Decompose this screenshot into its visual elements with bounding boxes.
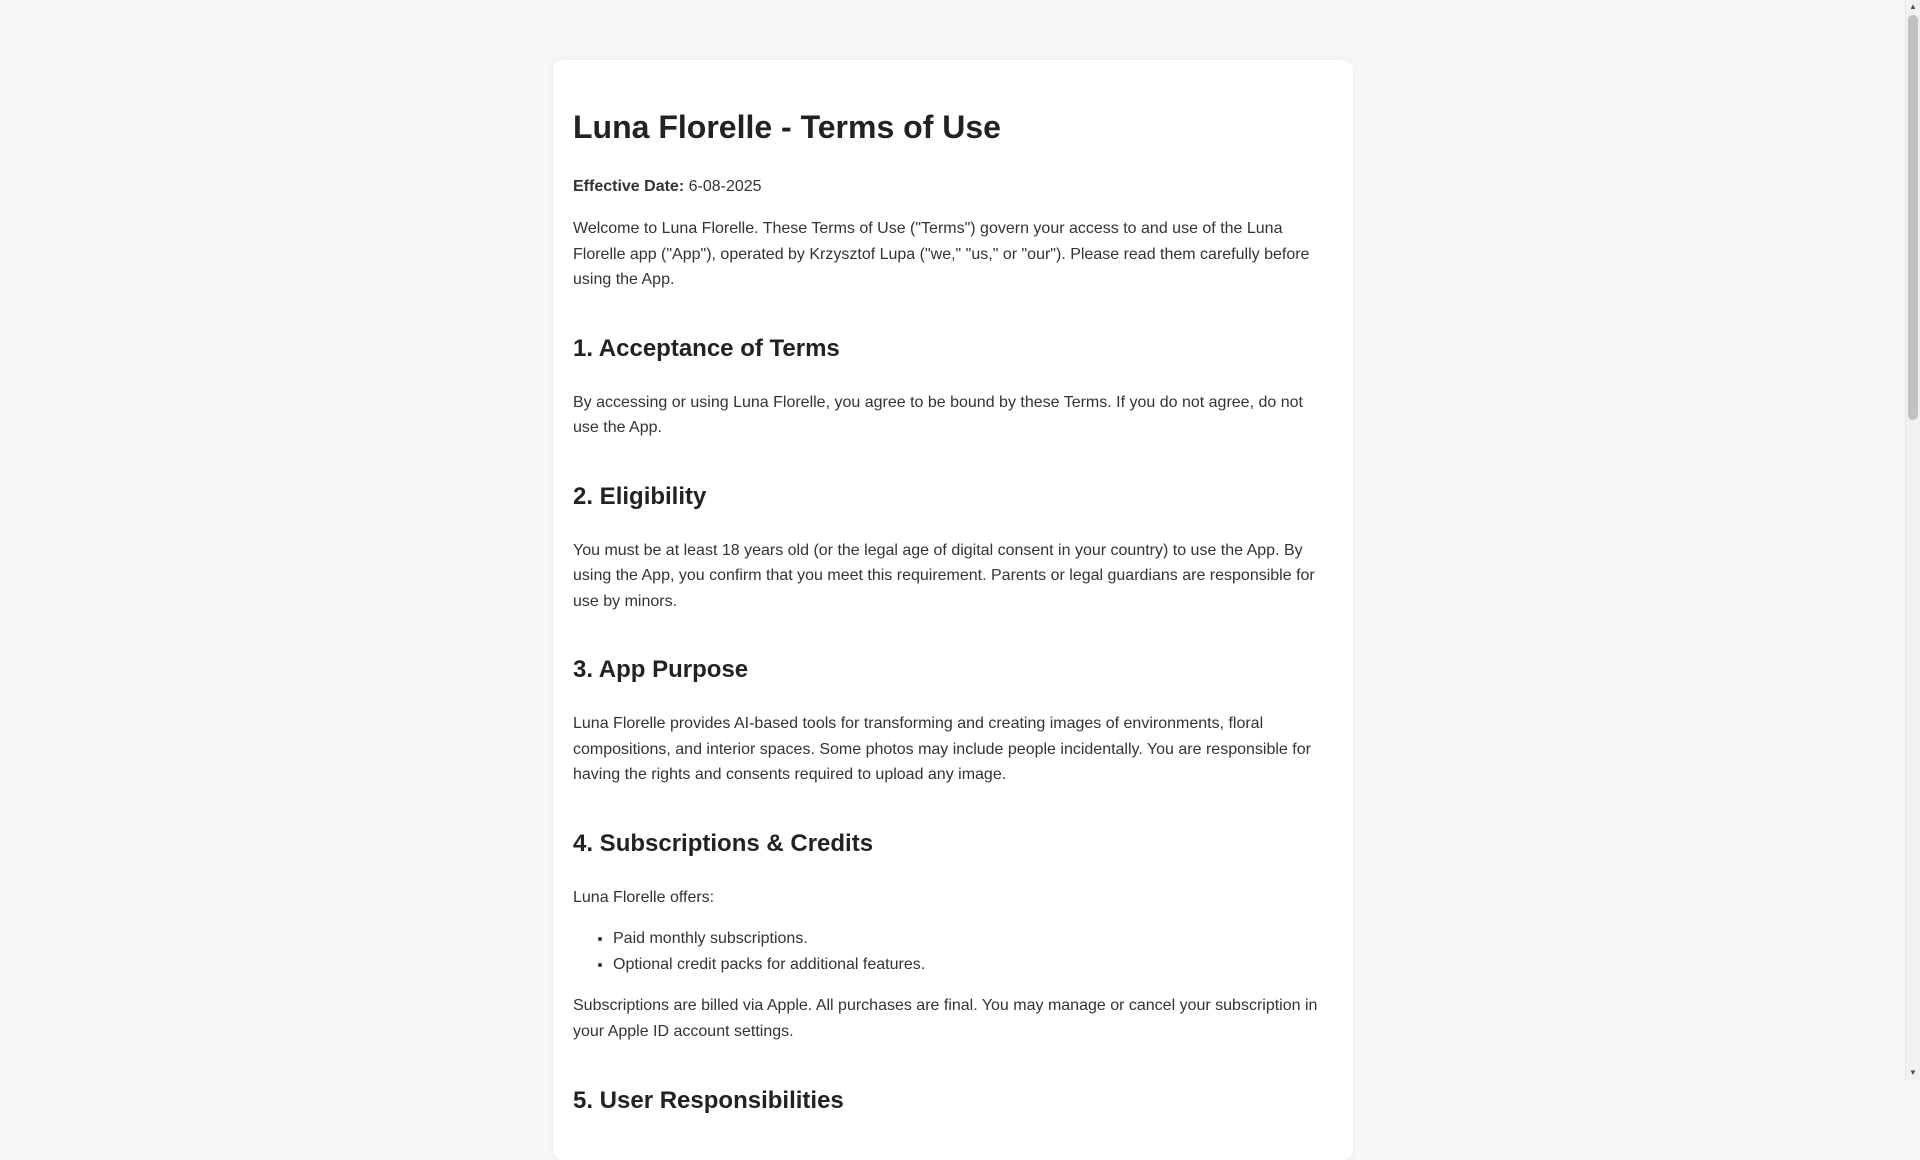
section-heading-app-purpose: 3. App Purpose [573, 656, 749, 684]
effective-date-label: Effective Date: [573, 178, 685, 196]
section-body-subscriptions: Subscriptions are billed via Apple. All purchases are final. You may manage or cancel your subscription in your Apple ID account settings. [573, 997, 1318, 1041]
effective-date [573, 174, 1333, 200]
section-body-app-purpose: Luna Florelle provides AI-based tools for transforming and creating images of environments, floral compositions, and interior spaces. Some photos may include people incidentally. You are responsible for having the rights and consents required to upload any image. [573, 715, 1311, 784]
effective-date-value: 6-08-2025 [688, 178, 762, 196]
scroll-down-arrow-icon[interactable]: ▼ [1909, 1068, 1917, 1077]
list-item: • Paid monthly subscriptions. [613, 926, 1333, 952]
section-body-acceptance: By accessing or using Luna Florelle, you agree to be bound by these Terms. If you do not agree, do not use the App. [573, 393, 1303, 437]
section-intro-subscriptions: Luna Florelle offers: [573, 888, 715, 906]
scrollbar-thumb[interactable] [1908, 15, 1918, 420]
page-title: Luna Florelle - Terms of Use [573, 109, 1001, 145]
subscriptions-list [573, 926, 1333, 977]
section-heading-acceptance: 1. Acceptance of Terms [573, 334, 840, 362]
terms-document-card [553, 60, 1353, 1160]
vertical-scrollbar[interactable] [1905, 0, 1920, 1080]
section-body-eligibility: You must be at least 18 years old (or the legal age of digital consent in your country) to use the App. By using the App, you confirm that you meet this requirement. Parents or legal guardians are responsible for use by minors. [573, 541, 1315, 610]
section-heading-eligibility: 2. Eligibility [573, 482, 707, 510]
list-item: • Optional credit packs for additional features. [613, 952, 1333, 978]
intro-paragraph: Welcome to Luna Florelle. These Terms of Use ("Terms") govern your access to and use of the Luna Florelle app ("App"), operated by Krzysztof Lupa ("we," "us," or "our"). Please read them carefully before using the App. [573, 219, 1310, 289]
section-heading-subscriptions: 4. Subscriptions & Credits [573, 829, 874, 857]
section-heading-user-responsibilities: 5. User Responsibilities [573, 1086, 844, 1114]
scroll-up-arrow-icon[interactable]: ▲ [1909, 2, 1917, 11]
